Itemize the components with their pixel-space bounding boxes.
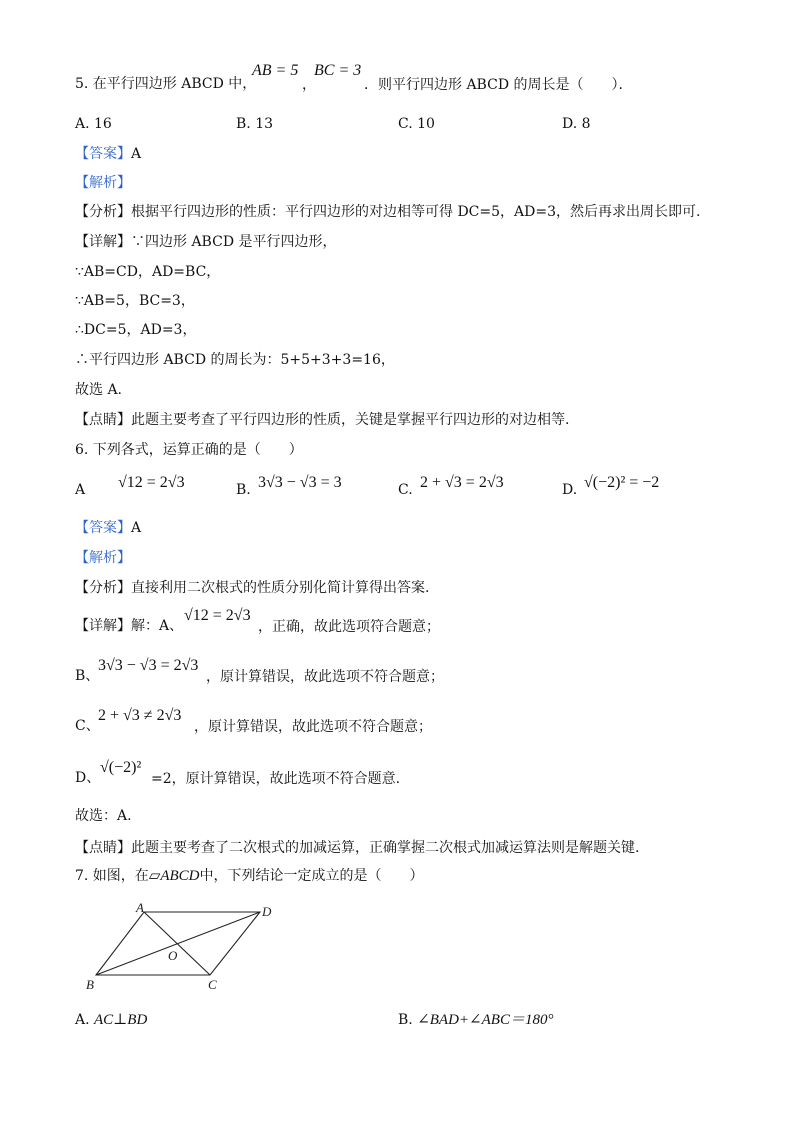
q5-detail-line: ∴平行四边形 ABCD 的周长为：5+5+3+3=16， (75, 352, 395, 368)
q6-option-c-letter: C. (398, 482, 413, 498)
q5-detail-tag: 【详解】 (75, 234, 131, 250)
q5-detail-line: 故选 A. (75, 382, 123, 398)
q7-stem-prefix: 7. 如图，在 (75, 868, 149, 884)
q7-stem-math: ▱ABCD (148, 868, 200, 884)
q6-detail-a (75, 616, 183, 636)
q6-detail-tag: 【详解】 (75, 618, 131, 634)
q6-option-d-math: √(−2)² = −2 (584, 474, 660, 491)
q5-answer-tag: 【答案】 (75, 146, 131, 162)
q5-answer (75, 144, 141, 164)
q6-detail-b-suffix: ，原计算错误，故此选项不符合题意； (206, 669, 444, 685)
q6-detail-a-suffix: ，正确，故此选项符合题意； (258, 619, 440, 635)
q5-bc-math: BC = 3 (314, 62, 362, 79)
q5-fenxi-text: 根据平行四边形的性质：平行四边形的对边相等可得 DC=5，AD=3，然后再求出周长即可. (131, 204, 701, 220)
q7-option-b (398, 1010, 553, 1030)
q6-fenxi-tag: 【分析】 (75, 580, 131, 596)
q6-option-b-math: 3√3 − √3 = 3 (258, 474, 342, 491)
q7-stem-suffix: 中，下列结论一定成立的是（ ） (199, 868, 424, 884)
q5-comma: ， (302, 77, 316, 93)
q6-detail-a-prefix: 解：A、 (131, 618, 184, 634)
q5-ab-math: AB = 5 (252, 62, 299, 79)
parallelogram-figure (84, 900, 284, 995)
q7-option-b-letter: B. (398, 1012, 413, 1028)
q6-fenxi-text: 直接利用二次根式的性质分别化简计算得出答案. (131, 580, 430, 596)
q6-answer-tag: 【答案】 (75, 520, 131, 536)
vertex-label-d: D (262, 904, 272, 919)
q7-option-b-math: ∠BAD+∠ABC＝180° (417, 1012, 554, 1028)
q7-option-a-math: AC⊥BD (94, 1012, 148, 1028)
q5-stem-prefix: 5. 在平行四边形 ABCD 中， (75, 76, 257, 92)
q6-dianjing-tag: 【点睛】 (75, 840, 131, 856)
q5-answer-value: A (131, 146, 142, 162)
q6-conclusion: 故选：A. (75, 808, 132, 824)
q6-analysis-tag: 【解析】 (75, 550, 131, 566)
q6-answer-value: A (131, 520, 142, 536)
q5-stem-suffix: ．则平行四边形 ABCD 的周长是（ ）． (364, 77, 633, 93)
q5-detail-line: ∵AB=5，BC=3， (75, 293, 195, 309)
q5-dianjing (75, 410, 569, 430)
q5-detail-text: ∵四边形 ABCD 是平行四边形， (131, 234, 337, 250)
vertex-label-a: A (136, 900, 144, 915)
q7-stem (75, 866, 424, 886)
q5-detail-line (75, 232, 337, 252)
q6-option-d-letter: D. (562, 482, 578, 498)
q5-option-d: D. 8 (562, 116, 591, 132)
q6-fenxi (75, 578, 429, 598)
q5-fenxi-tag: 【分析】 (75, 204, 131, 220)
q6-detail-c-prefix: C、 (75, 718, 100, 734)
q5-fenxi (75, 202, 700, 222)
q5-option-a: A. 16 (75, 116, 112, 132)
q7-option-a (75, 1010, 147, 1030)
q6-detail-b-math: 3√3 − √3 = 2√3 (98, 657, 199, 674)
q6-detail-c-suffix: ，原计算错误，故此选项不符合题意； (194, 719, 432, 735)
vertex-label-b: B (86, 977, 94, 992)
center-label-o: O (168, 948, 178, 963)
q5-detail-line: ∵AB=CD，AD=BC， (75, 264, 221, 280)
q6-stem: 6. 下列各式，运算正确的是（ ） (75, 442, 303, 458)
q6-detail-b-prefix: B、 (75, 668, 100, 684)
q6-answer (75, 518, 141, 538)
q5-dianjing-tag: 【点睛】 (75, 412, 131, 428)
q6-option-b-letter: B. (236, 482, 251, 498)
q5-option-c: C. 10 (398, 116, 435, 132)
q6-dianjing-text: 此题主要考查了二次根式的加减运算，正确掌握二次根式加减运算法则是解题关键. (131, 840, 640, 856)
q6-detail-d-suffix: =2，原计算错误，故此选项不符合题意. (151, 771, 401, 787)
vertex-label-c: C (208, 977, 217, 992)
q6-detail-d-prefix: D、 (75, 770, 101, 786)
q5-analysis-tag: 【解析】 (75, 175, 131, 191)
q5-option-b: B. 13 (236, 116, 274, 132)
q6-detail-a-math: √12 = 2√3 (184, 607, 251, 624)
q6-detail-d-math: √(−2)² (100, 759, 142, 776)
q5-detail-line: ∴DC=5，AD=3， (75, 322, 197, 338)
q7-option-a-letter: A. (75, 1012, 90, 1028)
q5-dianjing-text: 此题主要考查了平行四边形的性质，关键是掌握平行四边形的对边相等. (131, 412, 570, 428)
q6-dianjing (75, 838, 639, 858)
q6-option-a-letter: A (75, 482, 86, 498)
q6-option-c-math: 2 + √3 = 2√3 (420, 474, 504, 491)
q6-option-a-math: √12 = 2√3 (118, 474, 185, 491)
q5-stem (75, 74, 256, 94)
q6-detail-c-math: 2 + √3 ≠ 2√3 (98, 707, 182, 724)
